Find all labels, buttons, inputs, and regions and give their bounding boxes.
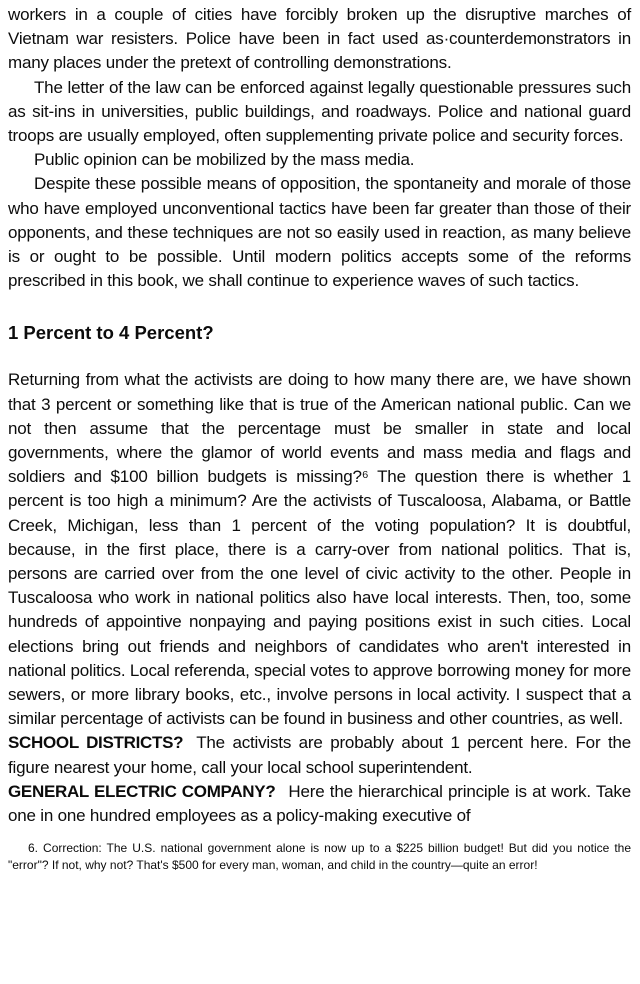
runin-text-general-electric: Here the hierarchical principle is at work. Take one in one hundred employees as a policy-making executive of [8, 781, 631, 826]
paragraph-school-districts [8, 731, 631, 779]
footnote: 6. Correction: The U.S. national government alone is now up to a $225 billion budget! But did you notice the "error"? If not, why not? That's $500 for every man, woman, and child in the country—quite an error! [8, 841, 631, 873]
runin-heading-school-districts: SCHOOL DISTRICTS? [8, 733, 184, 753]
paragraph-returning-activists: Returning from what the activists are doing to how many there are, we have shown that 3 percent or something like that is true of the American national public. Can we not then assume that the percentage must be smaller in state and local governments, where the glamor of world events and mass media and flags and soldiers and $100 billion budgets is missing?⁶ The question there is whether 1 percent is too high a minimum? Are the activists of Tuscaloosa, Alabama, or Battle Creek, Michigan, less than 1 percent of the voting population? It is doubtful, because, in the first place, there is a carry-over from national politics. That is, persons are carried over from the one level of civic activity to the other. People in Tuscaloosa who work in national politics also have local interests. Then, too, some hundreds of appointive nonpaying and paying positions exist in such cities. Local elections bring out friends and neighbors of candidates who aren't interested in national politics. Local referenda, special votes to approve borrowing money for more sewers, or more library books, etc., involve persons in local activity. I suspect that a similar percentage of activists can be found in business and other countries, as well. [8, 370, 631, 729]
runin-heading-general-electric: GENERAL ELECTRIC COMPANY? [8, 781, 276, 801]
paragraph-letter-of-law: The letter of the law can be enforced against legally questionable pressures such as sit-ins in universities, public buildings, and roadways. Police and national guard troops are usually employed, often supplementing private police and security forces. [8, 77, 631, 146]
paragraph-public-opinion: Public opinion can be mobilized by the mass media. [34, 150, 415, 170]
paragraph-general-electric [8, 780, 631, 828]
section-heading: 1 Percent to 4 Percent? [8, 322, 214, 344]
paragraph-despite-opposition: Despite these possible means of opposition, the spontaneity and morale of those who have employed unconventional tactics have been far greater than those of their opponents, and these techniques are not so easily used in reaction, as many believe is or ought to be possible. Until modern politics accepts some of the reforms prescribed in this book, we shall continue to experience waves of such tactics. [8, 174, 631, 291]
runin-text-school-districts: The activists are probably about 1 percent here. For the figure nearest your home, call your local school superintendent. [8, 733, 631, 777]
paragraph-continuation-workers: workers in a couple of cities have forcibly broken up the disruptive marches of Vietnam war resisters. Police have been in fact used as·counterdemonstrators in many places under the pretext of controlling demonstrations. [8, 5, 631, 73]
